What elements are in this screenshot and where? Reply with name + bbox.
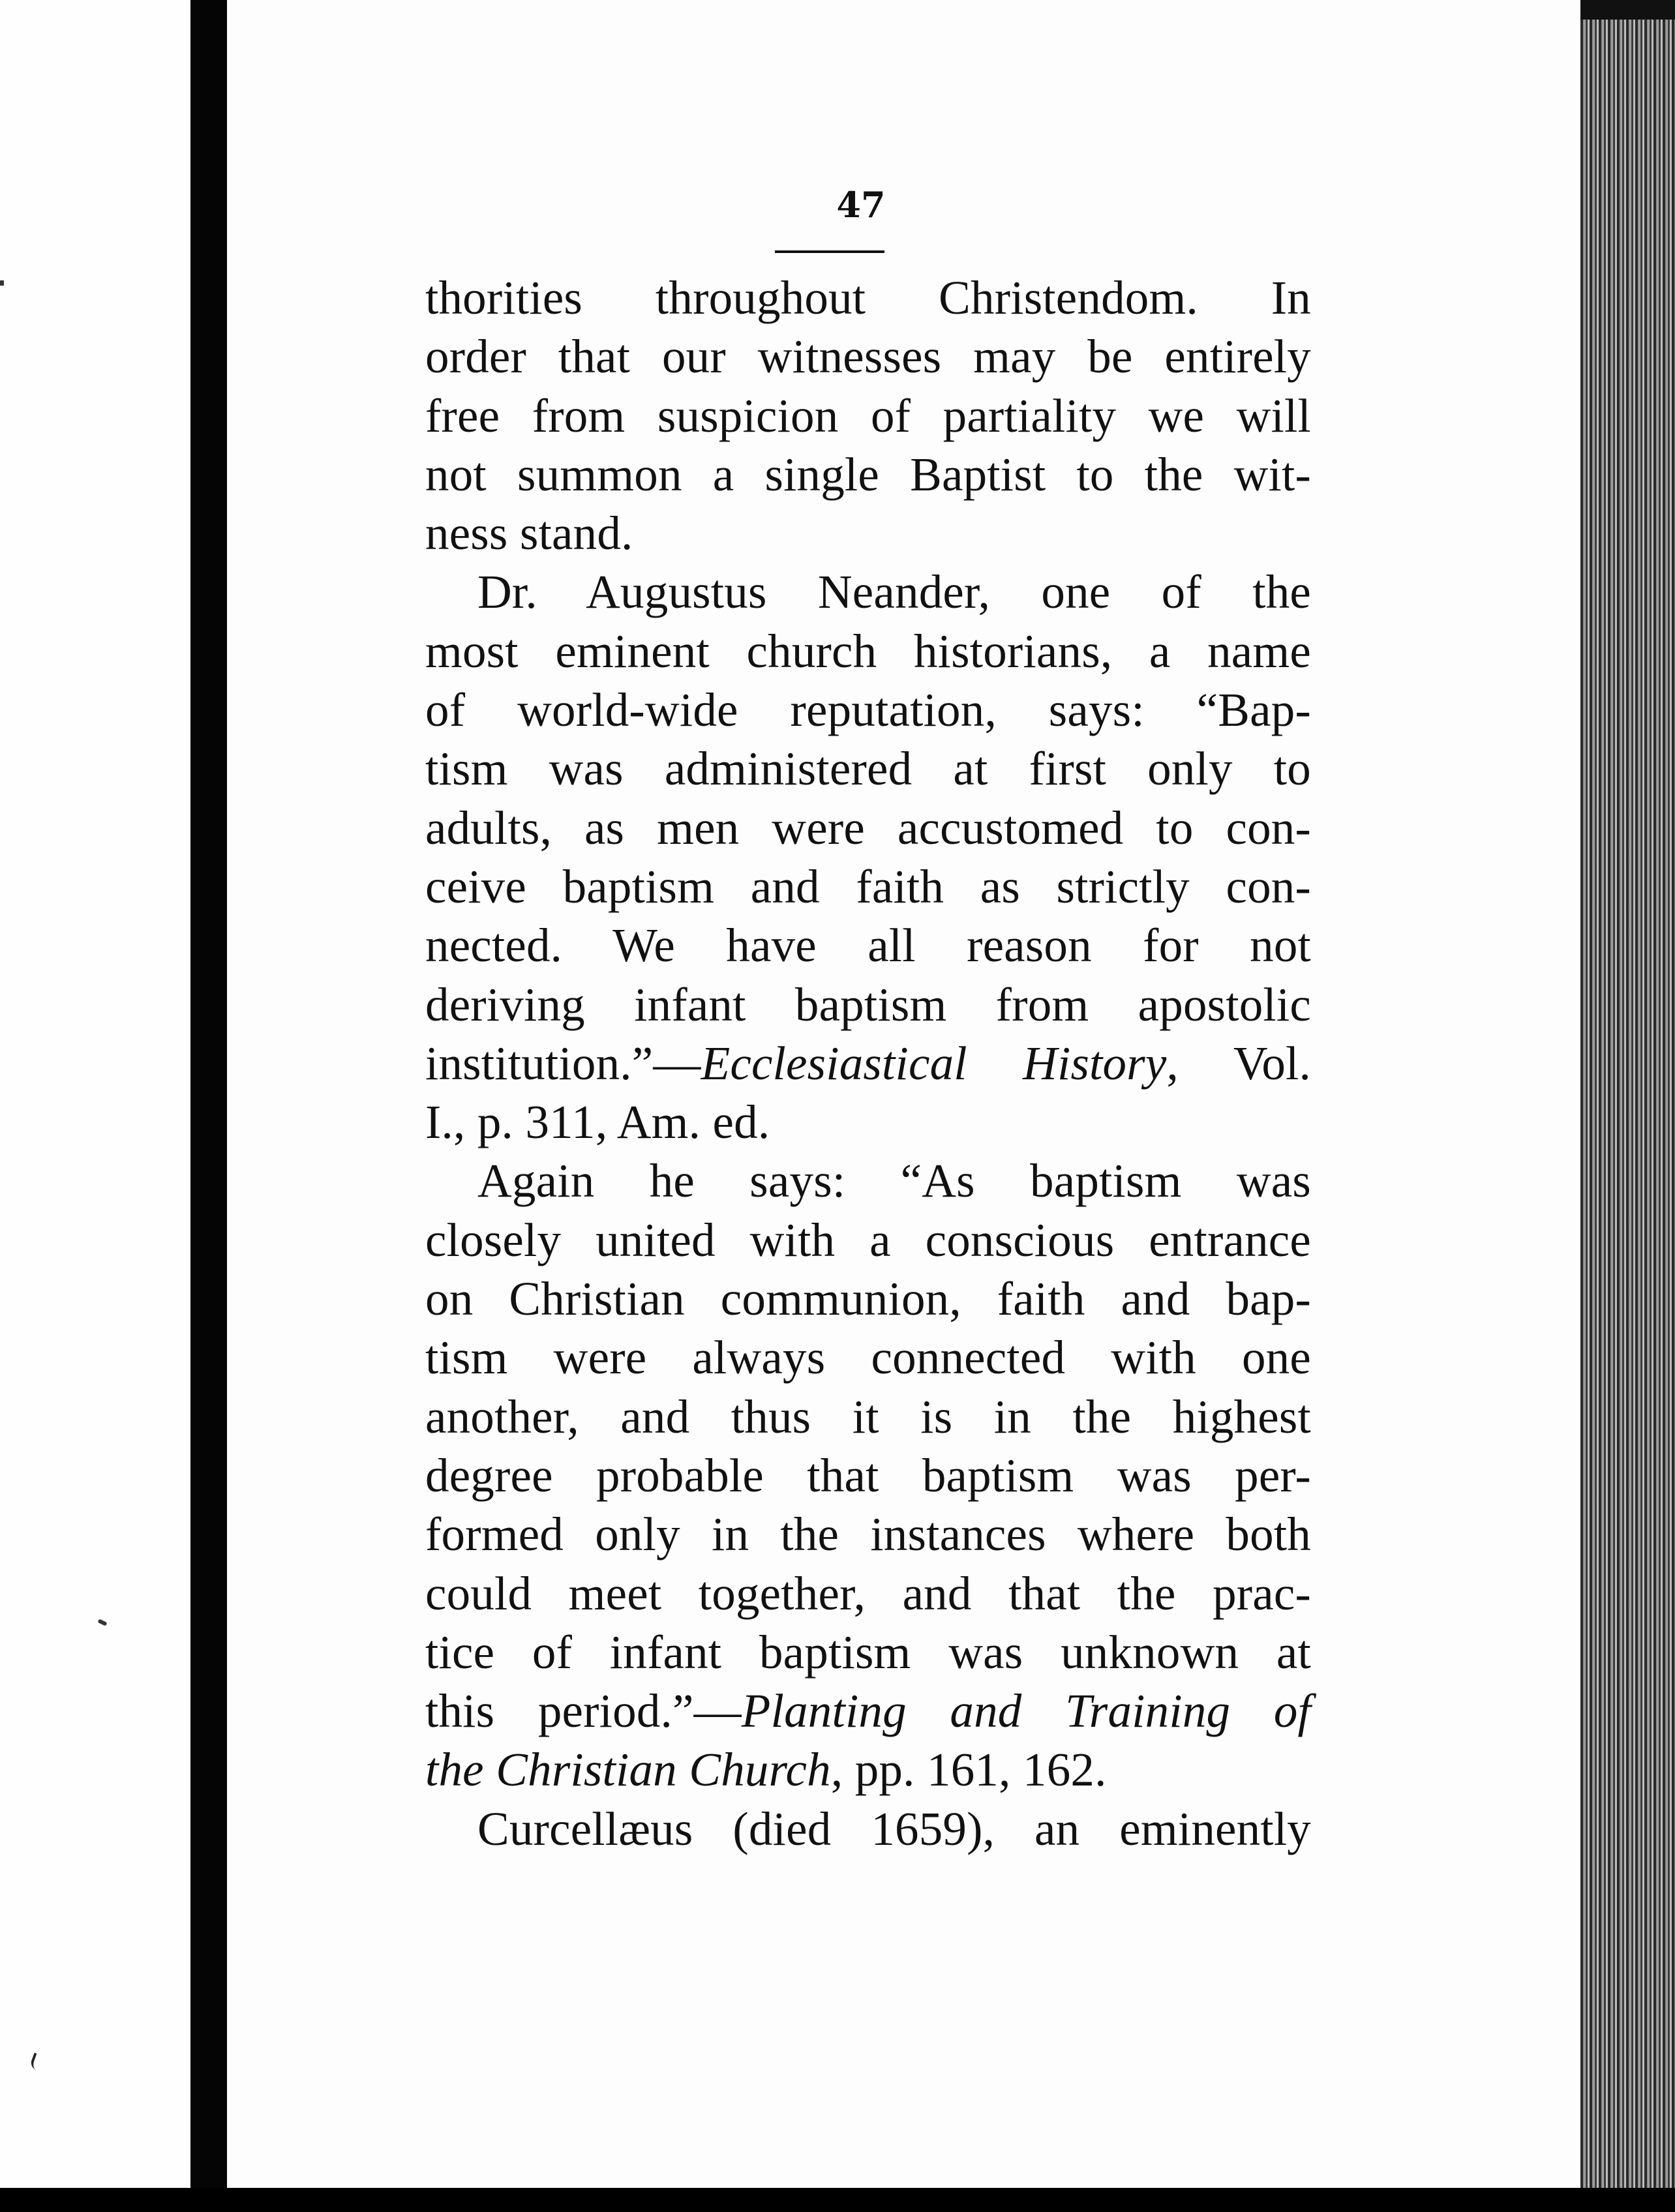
book-gutter: [190, 0, 227, 2212]
text-line: thorities throughout Christendom. In: [425, 271, 1311, 324]
text-line: order that our witnesses may be entirely: [425, 330, 1311, 383]
text-line: degree probable that baptism was per-: [425, 1448, 1311, 1502]
facing-page-edge: [0, 0, 190, 2188]
text-line: free from suspicion of partiality we will: [425, 389, 1311, 442]
header-rule: [775, 250, 884, 253]
text-line: ness stand.: [425, 507, 633, 560]
citation-title: Planting and Training of: [741, 1684, 1311, 1738]
text-line: adults, as men were accustomed to con-: [425, 801, 1311, 854]
text-line: could meet together, and that the prac-: [425, 1566, 1311, 1620]
text-line: nected. We have all reason for not: [425, 919, 1311, 972]
text-line: another, and thus it is in the highest: [425, 1390, 1311, 1443]
ink-speck: [29, 2053, 45, 2072]
page-block-top: [1580, 0, 1675, 20]
text-line: deriving infant baptism from apostolic: [425, 978, 1311, 1031]
text-line: Again he says: “As baptism was: [477, 1154, 1311, 1208]
text-line: tism was administered at first only to: [425, 742, 1311, 796]
citation-lead: institution.”—: [425, 1036, 701, 1090]
citation-line: [425, 1034, 1311, 1093]
text-line: not summon a single Baptist to the wit-: [425, 447, 1311, 501]
citation-line: [425, 1682, 1311, 1741]
page-block-edges: [1580, 20, 1675, 2188]
text-line: ceive baptism and faith as strictly con-: [425, 859, 1311, 913]
text-line: Dr. Augustus Neander, one of the: [477, 565, 1311, 619]
citation-line: [425, 1741, 1311, 1799]
text-line: most eminent church historians, a name: [425, 624, 1311, 678]
citation-tail: , pp. 161, 162.: [830, 1743, 1107, 1797]
page-number: 47: [836, 184, 886, 226]
citation-tail: , Vol.: [1166, 1036, 1311, 1090]
body-text: [425, 269, 1311, 1859]
citation-title: the Christian Church: [425, 1743, 831, 1797]
text-line: closely united with a conscious entrance: [425, 1213, 1311, 1266]
text-line: tice of infant baptism was unknown at: [425, 1625, 1311, 1679]
citation-lead: this period.”—: [425, 1684, 742, 1738]
ink-speck: [0, 280, 4, 286]
text-line: on Christian communion, faith and bap-: [425, 1272, 1311, 1326]
text-line: tism were always connected with one: [425, 1331, 1311, 1384]
text-line: of world-wide reputation, says: “Bap-: [425, 683, 1311, 737]
citation-title: Ecclesiastical History: [701, 1036, 1167, 1090]
text-line: formed only in the instances where both: [425, 1508, 1311, 1561]
ink-speck: [97, 1619, 107, 1626]
text-line: Curcellæus (died 1659), an eminently: [477, 1802, 1311, 1855]
text-line: I., p. 311, Am. ed.: [425, 1096, 770, 1149]
scan-bottom-border: [0, 2188, 1675, 2212]
